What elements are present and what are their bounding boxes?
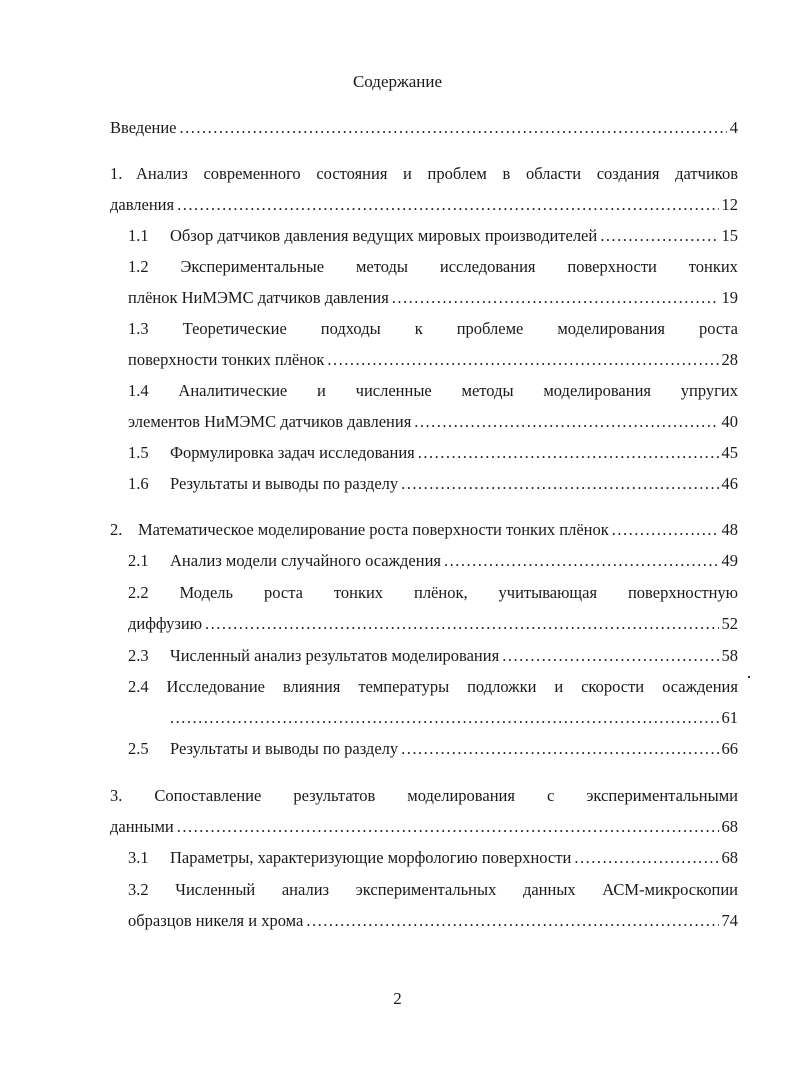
toc-section-1-5[interactable] [128, 443, 738, 467]
word: скорости [581, 677, 645, 696]
word: данных [522, 880, 576, 899]
entry-label: Численный анализ результатов моделирования [170, 646, 500, 665]
leader-dots [327, 350, 718, 370]
toc-chapter-1-line2[interactable] [110, 195, 738, 219]
word: экспериментальных [355, 880, 497, 899]
entry-label: Анализ модели случайного осаждения [170, 551, 441, 570]
word: области [525, 164, 582, 183]
toc-section-2-2-line1[interactable] [128, 583, 738, 607]
leader-dots [205, 614, 718, 634]
entry-page: 12 [721, 195, 738, 214]
section-number: 2.3 [128, 646, 149, 665]
chapter-number: 2. [110, 520, 123, 539]
toc-section-1-2-line1[interactable] [128, 257, 738, 281]
toc-section-2-4-line1[interactable] [128, 677, 738, 701]
leader-dots [401, 739, 718, 759]
section-number: 1.4 [128, 381, 149, 400]
word: Экспериментальные [180, 257, 325, 276]
word: Исследование [166, 677, 265, 696]
leader-dots [177, 817, 719, 837]
word: методы [355, 257, 408, 276]
entry-label: Обзор датчиков давления ведущих мировых производителей [170, 226, 598, 245]
leader-dots [170, 708, 719, 728]
entry-page: 68 [721, 817, 738, 836]
entry-page: 45 [721, 443, 738, 462]
entry-page: 28 [721, 350, 738, 369]
entry-label: Результаты и выводы по разделу [170, 474, 399, 493]
toc-section-2-1[interactable] [128, 551, 738, 575]
scan-speck [748, 676, 750, 678]
toc-section-3-2-line2[interactable] [128, 911, 738, 935]
leader-dots [502, 646, 718, 666]
word: моделирования [407, 786, 515, 805]
toc-section-3-1[interactable] [128, 848, 738, 872]
word: к [414, 319, 423, 338]
word: тонких [688, 257, 738, 276]
toc-section-1-3-line2[interactable] [128, 350, 738, 374]
entry-label: Формулировка задач исследования [170, 443, 415, 462]
entry-page: 66 [721, 739, 738, 758]
word: плёнок, [413, 583, 468, 602]
toc-section-3-2-line1[interactable] [128, 880, 738, 904]
toc-entry-intro[interactable] [110, 118, 738, 142]
entry-page: 40 [721, 412, 738, 431]
section-number: 1.3 [128, 319, 149, 338]
entry-page: 52 [721, 614, 738, 633]
word: Сопоставление [154, 786, 262, 805]
word: и [403, 164, 412, 183]
leader-dots [600, 226, 718, 246]
toc-section-2-3[interactable] [128, 646, 738, 670]
word: методы [461, 381, 514, 400]
word: проблеме [456, 319, 524, 338]
section-number: 2.1 [128, 551, 149, 570]
word: анализ [281, 880, 330, 899]
entry-label: образцов никеля и хрома [128, 911, 304, 930]
word: проблем [427, 164, 487, 183]
entry-label: поверхности тонких плёнок [128, 350, 325, 369]
entry-page: 49 [721, 551, 738, 570]
section-number: 3.1 [128, 848, 149, 867]
word: учитывающая [498, 583, 598, 602]
word: упругих [680, 381, 738, 400]
word: Анализ [136, 164, 188, 183]
entry-label: диффузию [128, 614, 203, 633]
section-number: 1.5 [128, 443, 149, 462]
toc-section-1-6[interactable] [128, 474, 738, 498]
section-number: 2.5 [128, 739, 149, 758]
toc-chapter-3-line1[interactable] [110, 786, 738, 810]
word: температуры [358, 677, 450, 696]
word: с [546, 786, 555, 805]
word: роста [263, 583, 303, 602]
word: экспериментальными [586, 786, 738, 805]
word: современного [203, 164, 301, 183]
word: результатов [293, 786, 376, 805]
leader-dots [418, 443, 719, 463]
leader-dots [177, 195, 718, 215]
chapter-number: 3. [110, 786, 123, 805]
leader-dots [574, 848, 718, 868]
entry-page: 61 [721, 708, 738, 727]
entry-page: 19 [721, 288, 738, 307]
word: моделирования [557, 319, 666, 338]
entry-label: Параметры, характеризующие морфологию поверхности [170, 848, 572, 867]
word: АСМ-микроскопии [602, 880, 738, 899]
toc-chapter-2[interactable] [110, 520, 738, 544]
leader-dots [180, 118, 727, 138]
word: Теоретические [182, 319, 287, 338]
entry-page: 74 [721, 911, 738, 930]
section-number: 3.2 [128, 880, 149, 899]
section-number: 2.4 [128, 677, 149, 696]
entry-page: 4 [729, 118, 738, 137]
word: поверхности [567, 257, 657, 276]
word: создания [596, 164, 660, 183]
word: исследования [439, 257, 536, 276]
section-number: 1.2 [128, 257, 149, 276]
word: тонких [333, 583, 384, 602]
word: роста [699, 319, 738, 338]
leader-dots [306, 911, 718, 931]
section-number: 1.6 [128, 474, 149, 493]
word: влияния [282, 677, 341, 696]
toc-section-1-4-line1[interactable] [128, 381, 738, 405]
entry-page: 48 [721, 520, 738, 539]
toc-chapter-1-line1[interactable] [110, 164, 738, 188]
entry-label: элементов НиМЭМС датчиков давления [128, 412, 412, 431]
word: в [502, 164, 511, 183]
leader-dots [444, 551, 719, 571]
word: Модель [179, 583, 234, 602]
toc-section-1-2-line2[interactable] [128, 288, 738, 312]
entry-label: Результаты и выводы по разделу [170, 739, 399, 758]
word: Аналитические [178, 381, 288, 400]
entry-page: 46 [721, 474, 738, 493]
toc-section-1-3-line1[interactable] [128, 319, 738, 343]
entry-label: давления [110, 195, 175, 214]
word: численные [355, 381, 432, 400]
word: поверхностную [627, 583, 738, 602]
leader-dots [401, 474, 718, 494]
word: осаждения [662, 677, 738, 696]
word: и [317, 381, 326, 400]
entry-page: 68 [721, 848, 738, 867]
leader-dots [612, 520, 719, 540]
section-number: 2.2 [128, 583, 149, 602]
chapter-number: 1. [110, 164, 123, 183]
word: моделирования [543, 381, 651, 400]
toc-section-2-5[interactable] [128, 739, 738, 763]
word: и [554, 677, 564, 696]
section-number: 1.1 [128, 226, 149, 245]
entry-page: 58 [721, 646, 738, 665]
entry-page: 15 [721, 226, 738, 245]
entry-label: Математическое моделирование роста поверхности тонких плёнок [138, 520, 609, 539]
word: датчиков [675, 164, 738, 183]
toc-title: Содержание [352, 72, 443, 91]
toc-section-2-4-line2[interactable] [170, 708, 738, 732]
toc-section-1-4-line2[interactable] [128, 412, 738, 436]
word: состояния [316, 164, 388, 183]
entry-label: Введение [110, 118, 177, 137]
word: Численный [175, 880, 256, 899]
toc-section-1-1[interactable] [128, 226, 738, 250]
toc-section-2-2-line2[interactable] [128, 614, 738, 638]
leader-dots [392, 288, 719, 308]
page-number: 2 [393, 989, 402, 1008]
word: подходы [320, 319, 381, 338]
leader-dots [414, 412, 718, 432]
word: подложки [467, 677, 537, 696]
entry-label: данными [110, 817, 174, 836]
entry-label: плёнок НиМЭМС датчиков давления [128, 288, 389, 307]
toc-chapter-3-line2[interactable] [110, 817, 738, 841]
